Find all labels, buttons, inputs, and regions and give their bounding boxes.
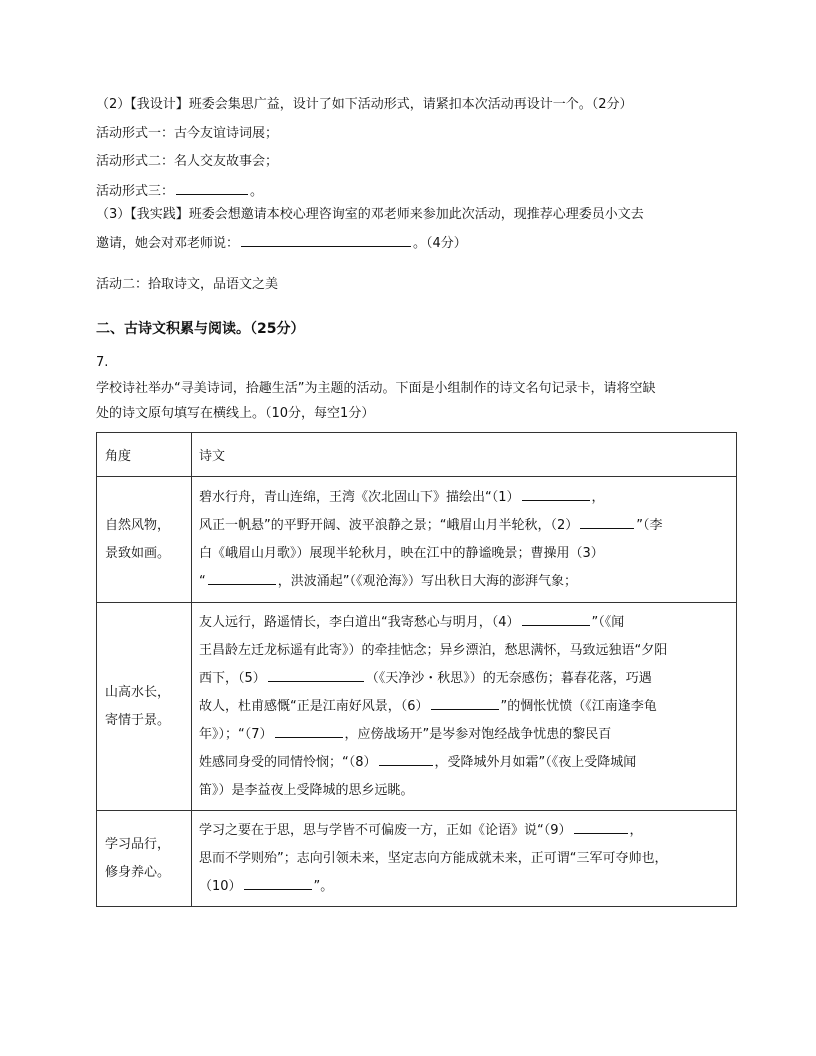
row2-line6-text: 姓感同身受的同情怜悯；“（8） — [199, 754, 377, 770]
row2-angle-line2: 寄情于景。 — [105, 712, 171, 728]
answer-blank-1[interactable] — [522, 487, 590, 501]
row1-line2-end: ”（李 — [636, 517, 663, 533]
q2-intro: （2）【我设计】班委会集思广益，设计了如下活动形式，请紧扣本次活动再设计一个。（2分） — [96, 97, 633, 112]
row2-line5 — [199, 721, 736, 749]
row1-line1 — [199, 484, 736, 512]
row1-angle — [97, 477, 192, 603]
row3-line1-text: 学习之要在于思，思与学皆不可偏废一方，正如《论语》说“（9） — [199, 822, 572, 838]
row1-angle-line1: 自然风物， — [105, 517, 171, 533]
q3-line-1: （3）【我实践】班委会想邀请本校心理咨询室的邓老师来参加此次活动，现推荐心理委员小文去 — [96, 207, 644, 222]
row3-angle — [97, 811, 192, 907]
row1-line1-text: 碧水行舟，青山连绵，王湾《次北固山下》描绘出“（1） — [199, 489, 520, 505]
header-angle: 角度 — [97, 433, 192, 477]
row2-line4 — [199, 693, 736, 721]
answer-blank-8[interactable] — [379, 752, 433, 766]
q3-line-2 — [96, 233, 467, 253]
row3-poem — [192, 811, 737, 907]
activity-form-1: 活动形式一：古今友谊诗词展； — [96, 126, 279, 141]
row3-line3 — [199, 873, 736, 901]
row2-line3-end: （《天净沙・秋思》）的无奈感伤；暮春花落，巧遇 — [365, 670, 652, 686]
row2-line6-end: ，受降城外月如霜”（《夜上受降城闻 — [434, 754, 637, 770]
row1-poem — [192, 477, 737, 603]
header-poem: 诗文 — [192, 433, 737, 477]
row1-line2 — [199, 512, 736, 540]
row2-line5-end: ，应傍战场开”是岑参对饱经战争忧患的黎民百 — [344, 726, 612, 742]
activity-form-3 — [96, 181, 263, 201]
row2-line1-end: ”（《闻 — [591, 614, 625, 630]
row2-line4-text: 故人，杜甫感慨“正是江南好风景，（6） — [199, 698, 429, 714]
row2-line3 — [199, 665, 736, 693]
q7-instructions-line-2: 处的诗文原句填写在横线上。（10分，每空1分） — [96, 406, 375, 421]
answer-blank-5[interactable] — [268, 668, 364, 682]
activity-form-3-suffix: 。 — [250, 184, 264, 199]
row2-line7: 笛》）是李益夜上受降城的思乡远眺。 — [199, 782, 414, 798]
table-row — [97, 477, 737, 603]
row3-angle-line2: 修身养心。 — [105, 864, 171, 880]
row2-angle — [97, 603, 192, 811]
row3-line2: 思而不学则殆”；志向引领未来，坚定志向方能成就未来，正可谓“三军可夺帅也， — [199, 850, 668, 866]
row2-line2: 王昌龄左迁龙标遥有此寄》）的牵挂惦念；异乡漂泊，愁思满怀，马致远独语“夕阳 — [199, 642, 668, 658]
row1-line2-text: 风正一帆悬”的平野开阔、波平浪静之景；“峨眉山月半轮秋，（2） — [199, 517, 579, 533]
row3-line3-end: ”。 — [313, 878, 334, 894]
activity-form-3-label: 活动形式三： — [96, 184, 175, 199]
row1-line1-end: ， — [591, 489, 605, 505]
row2-line3-text: 西下，（5） — [199, 670, 266, 686]
section-2-heading: 二、古诗文积累与阅读。（25分） — [96, 321, 305, 337]
answer-blank-6[interactable] — [431, 696, 499, 710]
activity-2-title: 活动二：拾取诗文，品语文之美 — [96, 277, 279, 292]
row2-line1-text: 友人远行，路遥情长，李白道出“我寄愁心与明月，（4） — [199, 614, 520, 630]
q3-line-2-text: 邀请，她会对邓老师说： — [96, 236, 240, 251]
table-row — [97, 811, 737, 907]
table-row — [97, 603, 737, 811]
row1-angle-line2: 景致如画。 — [105, 545, 171, 561]
row3-angle-line1: 学习品行， — [105, 836, 171, 852]
answer-blank-4[interactable] — [522, 612, 590, 626]
row3-line3-text: （10） — [199, 878, 242, 894]
row2-line6 — [199, 749, 736, 777]
row2-line4-end: ”的惆怅忧愤（《江南逢李龟 — [500, 698, 657, 714]
row2-line5-text: 年》）；“（7） — [199, 726, 273, 742]
answer-blank-7[interactable] — [275, 724, 343, 738]
poetry-record-card — [96, 432, 737, 907]
answer-blank-9[interactable] — [574, 820, 628, 834]
answer-blank-10[interactable] — [244, 876, 312, 890]
row3-line1-end: ， — [629, 822, 643, 838]
answer-blank-2[interactable] — [580, 515, 634, 529]
answer-blank-form3[interactable] — [176, 181, 248, 195]
q7-instructions-line-1: 学校诗社举办“寻美诗词，拾趣生活”为主题的活动。下面是小组制作的诗文名句记录卡，请将空缺 — [96, 381, 656, 396]
table-header-row — [97, 433, 737, 477]
q3-line-2-suffix: 。（4分） — [413, 236, 467, 251]
row1-line4-text: ，洪波涌起”（《观沧海》）写出秋日大海的澎湃气象； — [277, 573, 577, 589]
row3-line1 — [199, 817, 736, 845]
row1-line4-start: “ — [199, 573, 206, 589]
activity-form-2: 活动形式二：名人交友故事会； — [96, 154, 279, 169]
row1-line4 — [199, 568, 736, 596]
row1-line3: 白《峨眉山月歌》）展现半轮秋月，映在江中的静谧晚景；曹操用（3） — [199, 545, 604, 561]
answer-blank-3[interactable] — [208, 571, 276, 585]
row2-poem — [192, 603, 737, 811]
row2-angle-line1: 山高水长， — [105, 684, 171, 700]
row2-line1 — [199, 609, 736, 637]
q7-number: 7. — [96, 355, 109, 370]
answer-blank-q3[interactable] — [241, 233, 411, 247]
